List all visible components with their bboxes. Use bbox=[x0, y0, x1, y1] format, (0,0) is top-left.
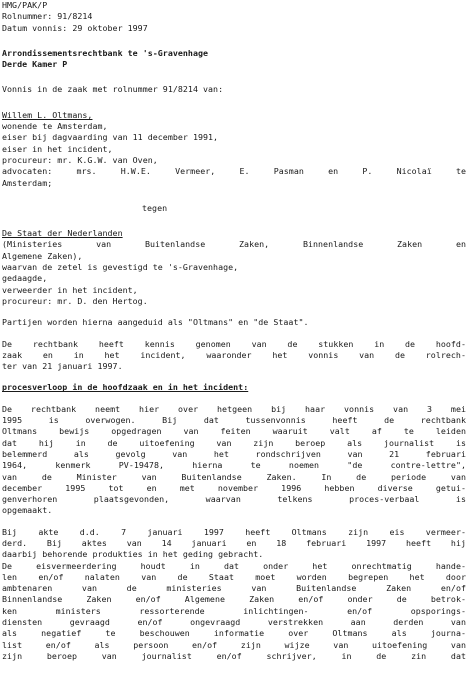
paragraph-line: belemmerd als gevolg van het rondschrijven van 21 februari bbox=[2, 448, 466, 459]
paragraph-line: zijn beroep van journalist en/of schrijver, in de zin dat bbox=[2, 650, 466, 661]
paragraph-line: van de Minister van Buitenlandse Zaken. In de periode van bbox=[2, 471, 466, 482]
versus-label: tegen bbox=[142, 202, 168, 213]
plaintiff-line: eiser in het incident, bbox=[2, 143, 113, 154]
plaintiff-name: Willem L. Oltmans, bbox=[2, 109, 93, 120]
paragraph-line: daarbij behorende produkties in het geding gebracht. bbox=[2, 549, 264, 560]
parties-note: Partijen worden hierna aangeduid als "Oltmans" en "de Staat". bbox=[2, 317, 309, 328]
paragraph-line: Binnenlandse Zaken en/of Algemene Zaken en/of onder de betrok- bbox=[2, 594, 466, 605]
paragraph-line: opgemaakt. bbox=[2, 505, 53, 516]
paragraph-line: 1964, kenmerk PV-19478, hierna te noemen "de contre-lettre", bbox=[2, 460, 466, 471]
defendant-ministries-cont: Algemene Zaken), bbox=[2, 250, 83, 261]
court-name: Arrondissementsrechtbank te 's-Gravenhage bbox=[2, 47, 209, 58]
paragraph-line: len en/of nalaten van de Staat moet worden begrepen het door bbox=[2, 571, 466, 582]
paragraph-line: genverhoren plaatsgevonden, waarvan telkens proces-verbaal is bbox=[2, 494, 466, 505]
paragraph-line: De eisvermeerdering houdt in dat onder het onrechtmatig hande- bbox=[2, 560, 466, 571]
plaintiff-line: procureur: mr. K.G.W. van Oven, bbox=[2, 154, 158, 165]
defendant-ministries: (Ministeries van Buitenlandse Zaken, Binnenlandse Zaken en bbox=[2, 239, 466, 250]
reference-code: HMG/PAK/P bbox=[2, 0, 48, 10]
paragraph-line: ter van 21 januari 1997. bbox=[2, 361, 123, 372]
paragraph-line: Bij akte d.d. 7 januari 1997 heeft Oltmans zijn eis vermeer- bbox=[2, 526, 466, 537]
plaintiff-lawyers: advocaten: mrs. H.W.E. Vermeer, E. Pasman en P. Nicolaï te bbox=[2, 166, 466, 177]
paragraph-line: ambtenaren van de ministeries van Buitenlandse Zaken en/of bbox=[2, 583, 466, 594]
paragraph-line: Oltmans bewijs opgedragen van feiten waaruit valt af te leiden bbox=[2, 426, 466, 437]
plaintiff-line: eiser bij dagvaarding van 11 december 1991, bbox=[2, 132, 219, 143]
judgment-date: Datum vonnis: 29 oktober 1997 bbox=[2, 22, 148, 33]
defendant-name: De Staat der Nederlanden bbox=[2, 228, 123, 239]
paragraph-line: ken ministers ressorterende inlichtingen- en/of opsporings- bbox=[2, 605, 466, 616]
defendant-line: procureur: mr. D. den Hertog. bbox=[2, 295, 148, 306]
plaintiff-lawyers-cont: Amsterdam; bbox=[2, 177, 53, 188]
defendant-line: waarvan de zetel is gevestigd te 's-Gravenhage, bbox=[2, 262, 239, 273]
paragraph-line: derd. Bij aktes van 14 januari en 18 februari 1997 heeft hij bbox=[2, 537, 466, 548]
paragraph-line: list en/of als persoon en/of zijn wijze van uitoefening van bbox=[2, 639, 466, 650]
paragraph-line: december 1995 tot en met november 1996 hebben diverse getui- bbox=[2, 482, 466, 493]
case-number: Rolnummer: 91/8214 bbox=[2, 11, 93, 22]
court-chamber: Derde Kamer P bbox=[2, 59, 68, 70]
paragraph-line: 1995 is overwogen. Bij dat tussenvonnis heeft de rechtbank bbox=[2, 415, 466, 426]
paragraph-line: diensten gevraagd en/of ongevraagd verstrekken aan derden van bbox=[2, 617, 466, 628]
section-heading: procesverloop in de hoofdzaak en in het incident: bbox=[2, 382, 249, 393]
paragraph-line: zaak en in het incident, waaronder het vonnis van de rolrech- bbox=[2, 349, 466, 360]
judgment-intro: Vonnis in de zaak met rolnummer 91/8214 van: bbox=[2, 84, 224, 95]
defendant-line: gedaagde, bbox=[2, 273, 48, 284]
paragraph-line: De rechtbank heeft kennis genomen van de stukken in de hoofd- bbox=[2, 338, 466, 349]
paragraph-line: als negatief te beschouwen informatie over Oltmans als journa- bbox=[2, 628, 466, 639]
plaintiff-line: wonende te Amsterdam, bbox=[2, 121, 108, 132]
paragraph-line: De rechtbank neemt hier over hetgeen bij haar vonnis van 3 mei bbox=[2, 403, 466, 414]
defendant-line: verweerder in het incident, bbox=[2, 284, 138, 295]
paragraph-line: dat hij in de uitoefening van zijn beroep als journalist is bbox=[2, 437, 466, 448]
